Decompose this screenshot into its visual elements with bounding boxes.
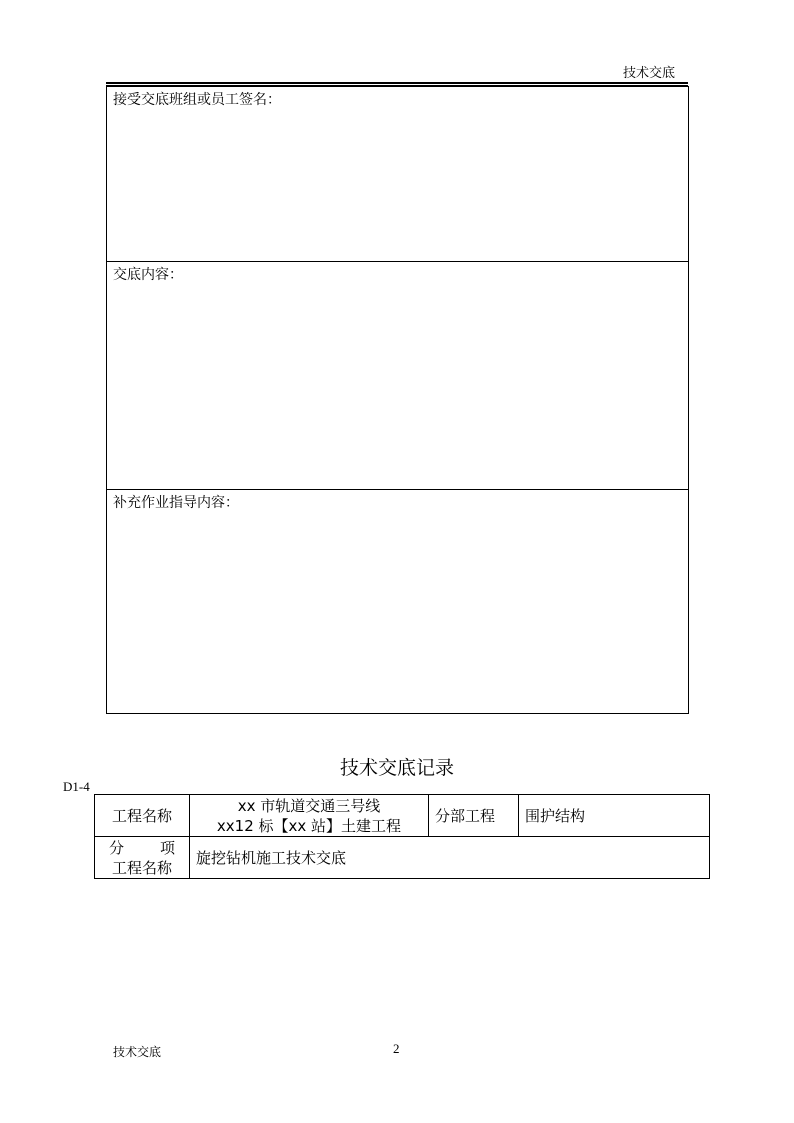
- content-cell: [107, 262, 689, 490]
- division-value: 围护结构: [519, 795, 710, 837]
- subitem-label: [95, 837, 190, 879]
- subitem-value: 旋挖钻机施工技术交底: [190, 837, 710, 879]
- subitem-label-part1: 分: [109, 838, 125, 857]
- signature-cell: [107, 87, 689, 262]
- signature-label: 接受交底班组或员工签名：: [113, 92, 281, 108]
- project-name-label: 工程名称: [95, 795, 190, 837]
- supplement-label: 补充作业指导内容：: [113, 495, 239, 511]
- project-name-value: [190, 795, 429, 837]
- supplement-cell: [107, 490, 689, 714]
- disclosure-table: [106, 86, 689, 714]
- subitem-label-part2: 项: [159, 838, 175, 857]
- project-name-line1: xx 市轨道交通三号线: [237, 796, 381, 815]
- page-number: 2: [393, 1041, 400, 1056]
- division-label: 分部工程: [429, 795, 519, 837]
- content-label: 交底内容：: [113, 267, 183, 283]
- record-info-table: [94, 794, 710, 879]
- header-label: 技术交底: [623, 66, 676, 81]
- header-rule: [106, 82, 688, 84]
- footer-label: 技术交底: [113, 1045, 162, 1059]
- record-code: D1-4: [63, 779, 90, 794]
- subitem-label-line2: 工程名称: [111, 858, 172, 877]
- record-title: 技术交底记录: [339, 757, 454, 779]
- project-name-line2: xx12 标【xx 站】土建工程: [216, 816, 402, 835]
